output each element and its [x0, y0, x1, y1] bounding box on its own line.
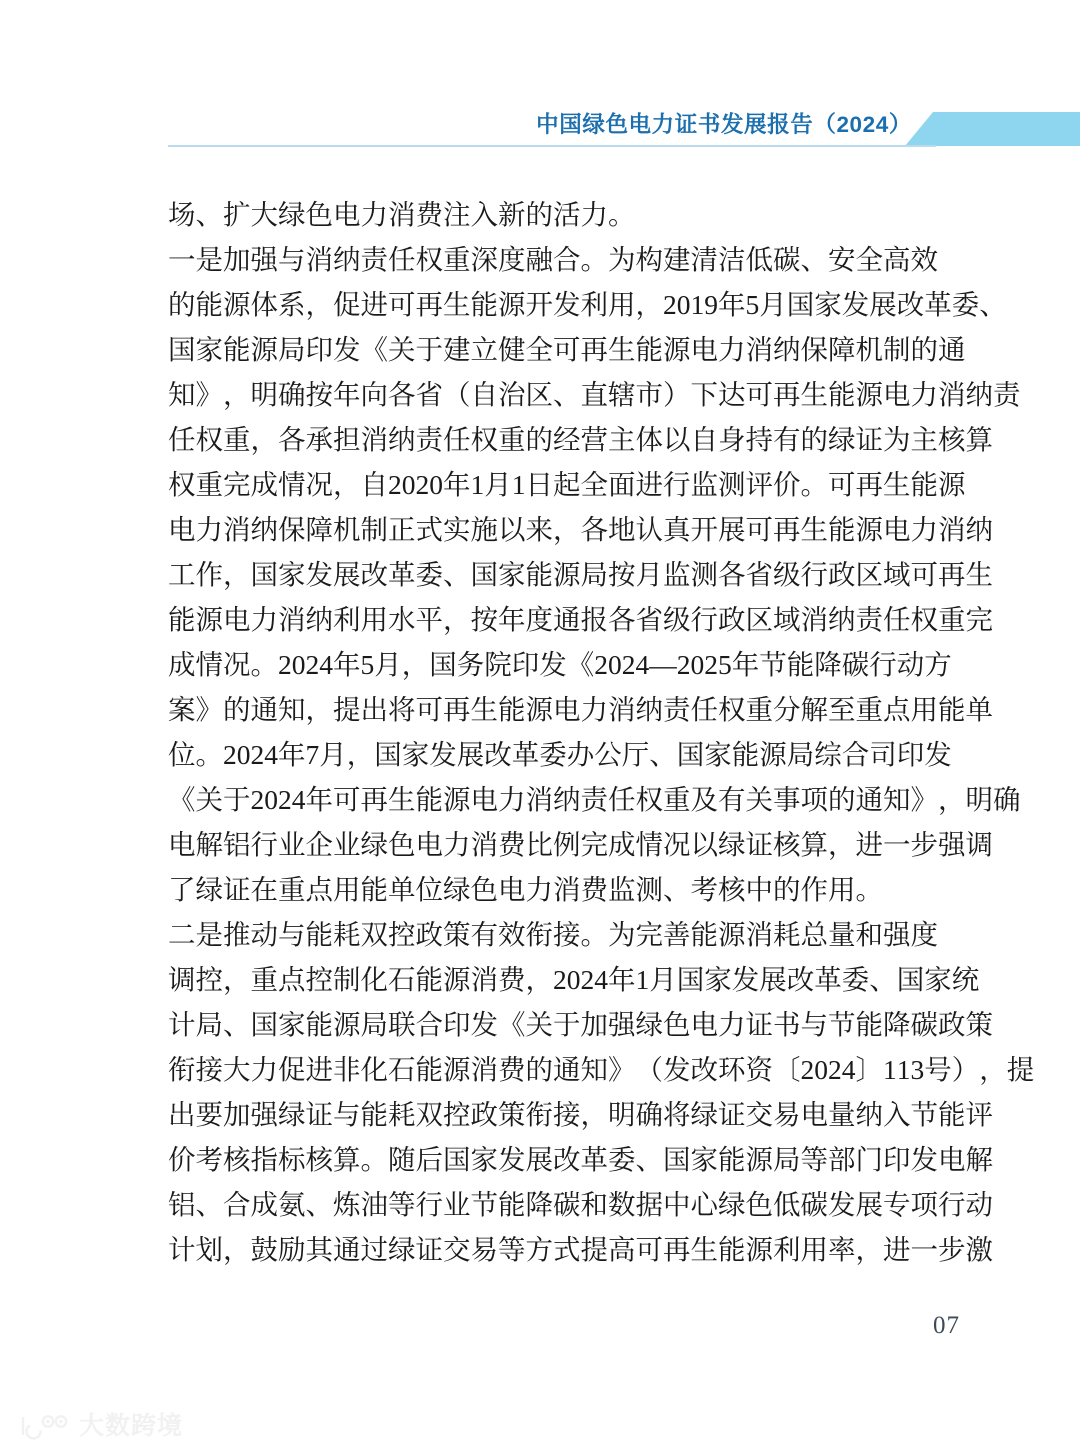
- body-line: 铝 、 合 成 氨 、 炼 油 等 行 业 节 能 降 碳 和 数 据 中 心 绿 色 低 碳 发 展 专 项 行 动: [168, 1189, 993, 1220]
- body-line: 电 力 消 纳 保 障 机 制 正 式 实 施 以 来 ， 各 地 认 真 开 展 可 再 生 能 源 电 力 消 纳: [168, 514, 993, 545]
- header-banner-shape: [905, 112, 1080, 146]
- page-number: 07: [933, 1312, 960, 1339]
- body-line: 权 重 完 成 情 况 ， 自 2 0 2 0 年 1 月 1 日 起 全 面 进 行 监 测 评 价 。 可 再 生 能 源: [168, 469, 966, 500]
- body-line: 国 家 能 源 局 印 发 《 关 于 建 立 健 全 可 再 生 能 源 电 力 消 纳 保 障 机 制 的 通: [168, 334, 966, 365]
- body-line: 出 要 加 强 绿 证 与 能 耗 双 控 政 策 衔 接 ， 明 确 将 绿 证 交 易 电 量 纳 入 节 能 评: [168, 1099, 993, 1130]
- body-line: 了绿证在重点用能单位绿色电力消费监测、考核中的作用。: [168, 874, 883, 905]
- body-line: 成 情 况 。 2 0 2 4 年 5 月 ， 国 务 院 印 发 《 2 0 2 4 — 2 0 2 5 年 节 能 降 碳 行 动 方: [168, 649, 952, 680]
- body-line: 电 解 铝 行 业 企 业 绿 色 电 力 消 费 比 例 完 成 情 况 以 绿 证 核 算 ， 进 一 步 强 调: [168, 829, 993, 860]
- body-line: 知 》 ， 明 确 按 年 向 各 省 （ 自 治 区 、 直 辖 市 ） 下 达 可 再 生 能 源 电 力 消 纳 责: [168, 379, 1021, 410]
- watermark-logo-icon: [18, 1412, 70, 1440]
- watermark-label: 大数跨境: [79, 1412, 184, 1440]
- page-header: [0, 0, 1080, 150]
- running-head-title: 中国绿色电力证书发展报告（2024）: [536, 112, 912, 137]
- body-line: 《 关 于 2 0 2 4 年 可 再 生 能 源 电 力 消 纳 责 任 权 重 及 有 关 事 项 的 通 知 》 ， 明 确: [168, 784, 1021, 815]
- body-line: 能 源 电 力 消 纳 利 用 水 平 ， 按 年 度 通 报 各 省 级 行 政 区 域 消 纳 责 任 权 重 完: [168, 604, 993, 635]
- watermark: [18, 1412, 183, 1440]
- body-text-column: [168, 192, 1035, 1272]
- body-line: 工 作 ， 国 家 发 展 改 革 委 、 国 家 能 源 局 按 月 监 测 各 省 级 行 政 区 域 可 再 生: [168, 559, 993, 590]
- body-line: 二 是 推 动 与 能 耗 双 控 政 策 有 效 衔 接 。 为 完 善 能 源 消 耗 总 量 和 强 度: [168, 919, 938, 950]
- body-line: 计 局 、 国 家 能 源 局 联 合 印 发 《 关 于 加 强 绿 色 电 力 证 书 与 节 能 降 碳 政 策: [168, 1009, 993, 1040]
- body-line: 任 权 重 ， 各 承 担 消 纳 责 任 权 重 的 经 营 主 体 以 自 身 持 有 的 绿 证 为 主 核 算: [168, 424, 993, 455]
- body-line: 价 考 核 指 标 核 算 。 随 后 国 家 发 展 改 革 委 、 国 家 能 源 局 等 部 门 印 发 电 解: [168, 1144, 993, 1175]
- body-line: 计 划 ， 鼓 励 其 通 过 绿 证 交 易 等 方 式 提 高 可 再 生 能 源 利 用 率 ， 进 一 步 激: [168, 1234, 993, 1265]
- body-line: 一 是 加 强 与 消 纳 责 任 权 重 深 度 融 合 。 为 构 建 清 洁 低 碳 、 安 全 高 效: [168, 244, 938, 275]
- body-line: 位 。 2 0 2 4 年 7 月 ， 国 家 发 展 改 革 委 办 公 厅 、 国 家 能 源 局 综 合 司 印 发: [168, 739, 952, 770]
- body-line: 案 》 的 通 知 ， 提 出 将 可 再 生 能 源 电 力 消 纳 责 任 权 重 分 解 至 重 点 用 能 单: [168, 694, 993, 725]
- body-line: 的 能 源 体 系 ， 促 进 可 再 生 能 源 开 发 利 用 ， 2 0 1 9 年 5 月 国 家 发 展 改 革 委 、: [168, 289, 1007, 320]
- body-line: 衔 接 大 力 促 进 非 化 石 能 源 消 费 的 通 知 》 （ 发 改 环 资 〔 2 0 2 4 〕 1 1 3 号 ） ， 提: [168, 1054, 1035, 1085]
- header-divider-rule: [168, 145, 936, 147]
- body-line: 调 控 ， 重 点 控 制 化 石 能 源 消 费 ， 2 0 2 4 年 1 月 国 家 发 展 改 革 委 、 国 家 统: [168, 964, 980, 995]
- body-line: 场、扩大绿色电力消费注入新的活力。: [168, 199, 636, 230]
